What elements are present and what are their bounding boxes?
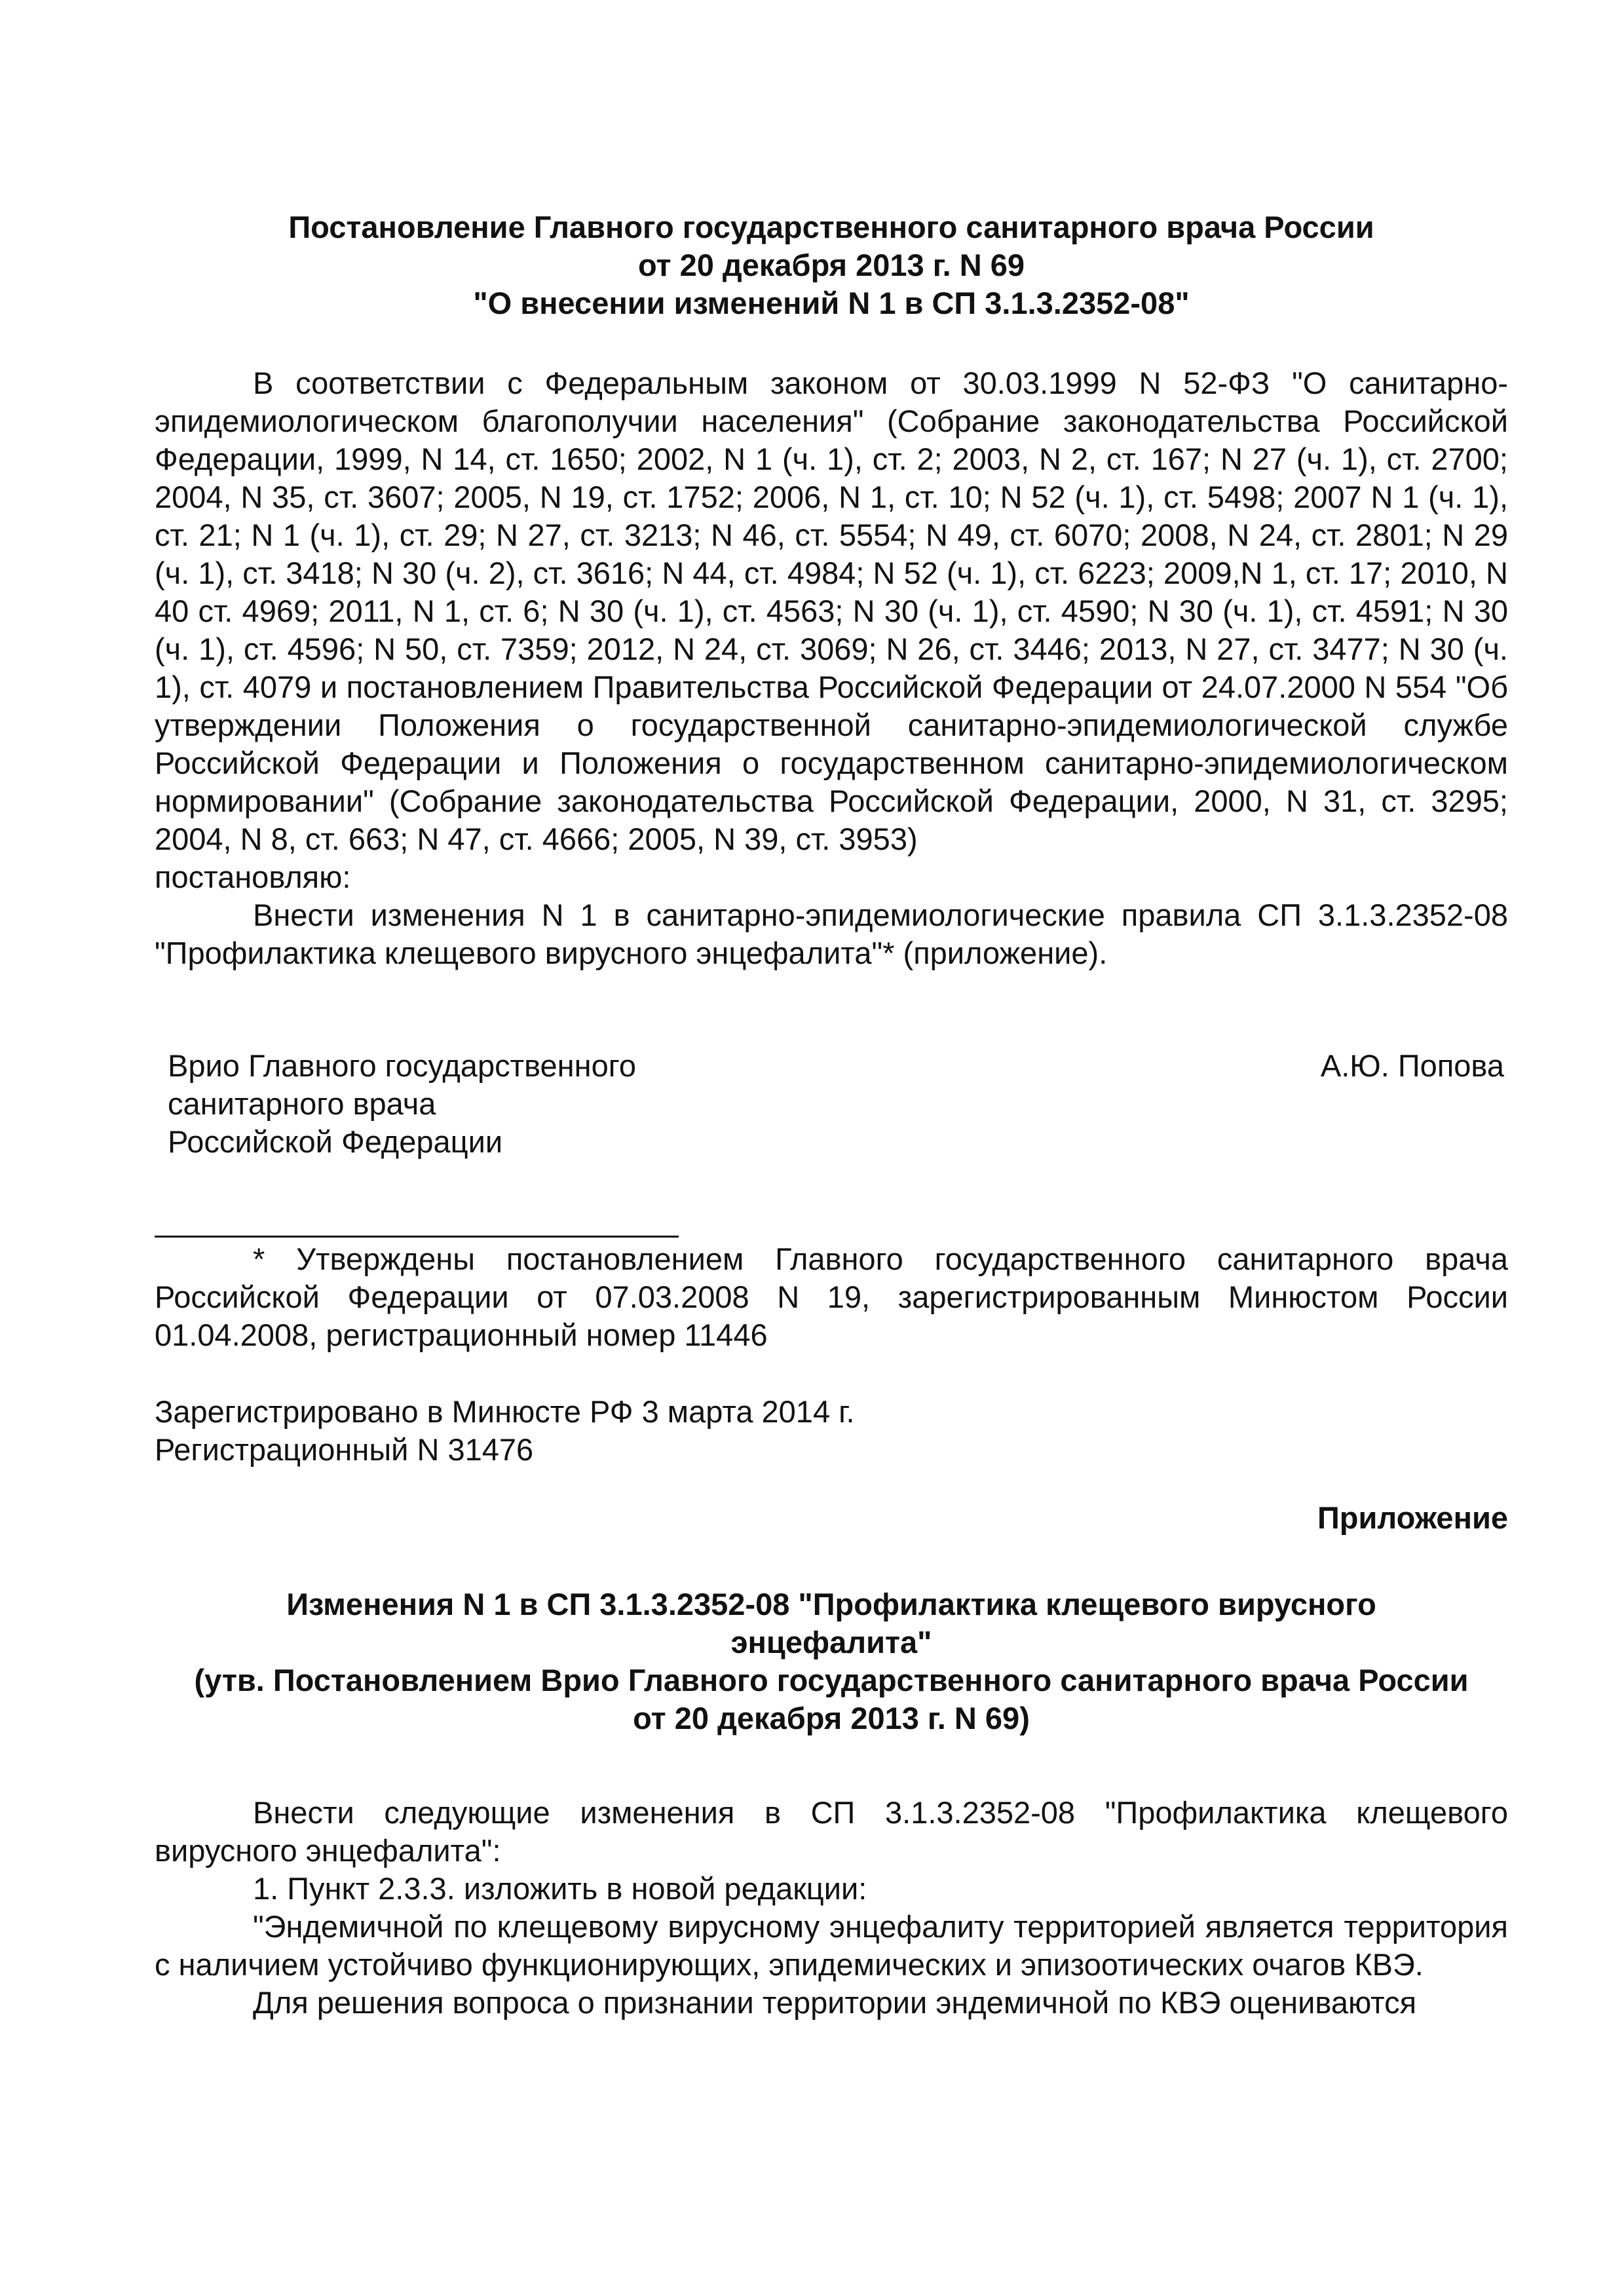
resolution-paragraph: Внести изменения N 1 в санитарно-эпидемиологические правила СП 3.1.3.2352-08 "Профилактика клещевого вирусного энцефалита"* (приложение). [155,898,1508,970]
preamble [155,364,1508,972]
signatory-name: А.Ю. Попова [1320,1048,1504,1083]
registration-info [155,1393,1508,1469]
signatory-position-line-1: Врио Главного государственного [168,1048,636,1083]
appendix-changes [155,1794,1508,2022]
appendix-title-line-4: от 20 декабря 2013 г. N 69) [633,1701,1030,1735]
appendix-title [155,1585,1508,1737]
signatory-position-line-3: Российской Федерации [168,1124,503,1159]
document-title [155,208,1508,322]
title-line-3: "О внесении изменений N 1 в СП 3.1.3.2352-08" [473,286,1190,320]
registration-line-2: Регистрационный N 31476 [155,1432,534,1467]
changes-intro: Внести следующие изменения в СП 3.1.3.2352-08 "Профилактика клещевого вирусного энцефалита": [155,1795,1508,1868]
appendix-title-line-2: энцефалита" [730,1625,932,1659]
appendix-label: Приложение [1317,1500,1508,1535]
change-quote: "Эндемичной по клещевому вирусному энцефалиту территорией является территория с наличием устойчиво функционирующих, эпидемических и эпизоотических очагов КВЭ. [155,1909,1508,1982]
registration-line-1: Зарегистрировано в Минюсте РФ 3 марта 2014 г. [155,1394,855,1429]
change-continuation: Для решения вопроса о признании территории эндемичной по КВЭ оцениваются [253,1985,1417,2020]
preamble-paragraph: В соответствии с Федеральным законом от 30.03.1999 N 52-ФЗ "О санитарно-эпидемиологическом благополучии населения" (Собрание законодательства Российской Федерации, 1999, N 14, ст. 1650; 2002, N 1 (ч. 1), ст. 2; 2003, N 2, ст. 167; N 27 (ч. 1), ст. 2700; 2004, N 35, ст. 3607; 2005, N 19, ст. 1752; 2006, N 1, ст. 10; N 52 (ч. 1), ст. 5498; 2007 N 1 (ч. 1), ст. 21; N 1 (ч. 1), ст. 29; N 27, ст. 3213; N 46, ст. 5554; N 49, ст. 6070; 2008, N 24, ст. 2801; N 29 (ч. 1), ст. 3418; N 30 (ч. 2), ст. 3616; N 44, ст. 4984; N 52 (ч. 1), ст. 6223; 2009,N 1, ст. 17; 2010, N 40 ст. 4969; 2011, N 1, ст. 6; N 30 (ч. 1), ст. 4563; N 30 (ч. 1), ст. 4590; N 30 (ч. 1), ст. 4591; N 30 (ч. 1), ст. 4596; N 50, ст. 7359; 2012, N 24, ст. 3069; N 26, ст. 3446; 2013, N 27, ст. 3477; N 30 (ч. 1), ст. 4079 и постановлением Правительства Российской Федерации от 24.07.2000 N 554 "Об утверждении Положения о государственной санитарно-эпидемиологической службе Российской Федерации и Положения о государственном санитарно-эпидемиологическом нормировании" (Собрание законодательства Российской Федерации, 2000, N 31, ст. 3295; 2004, N 8, ст. 663; N 47, ст. 4666; 2005, N 39, ст. 3953) [155,366,1508,856]
signatory-position [168,1047,954,1161]
appendix-title-line-3: (утв. Постановлением Врио Главного государственного санитарного врача России [194,1663,1469,1697]
title-line-2: от 20 декабря 2013 г. N 69 [637,248,1025,282]
change-item-1: 1. Пункт 2.3.3. изложить в новой редакции: [253,1871,867,1906]
appendix-title-line-1: Изменения N 1 в СП 3.1.3.2352-08 "Профилактика клещевого вирусного [286,1587,1376,1621]
footnote-divider [155,1236,679,1238]
title-line-1: Постановление Главного государственного санитарного врача России [288,210,1374,244]
signatory-position-line-2: санитарного врача [168,1086,436,1121]
resolve-word: постановляю: [155,860,351,894]
footnote: * Утверждены постановлением Главного государственного санитарного врача Российской Федерации от 07.03.2008 N 19, зарегистрированным Минюстом России 01.04.2008, регистрационный номер 11446 [155,1241,1508,1352]
